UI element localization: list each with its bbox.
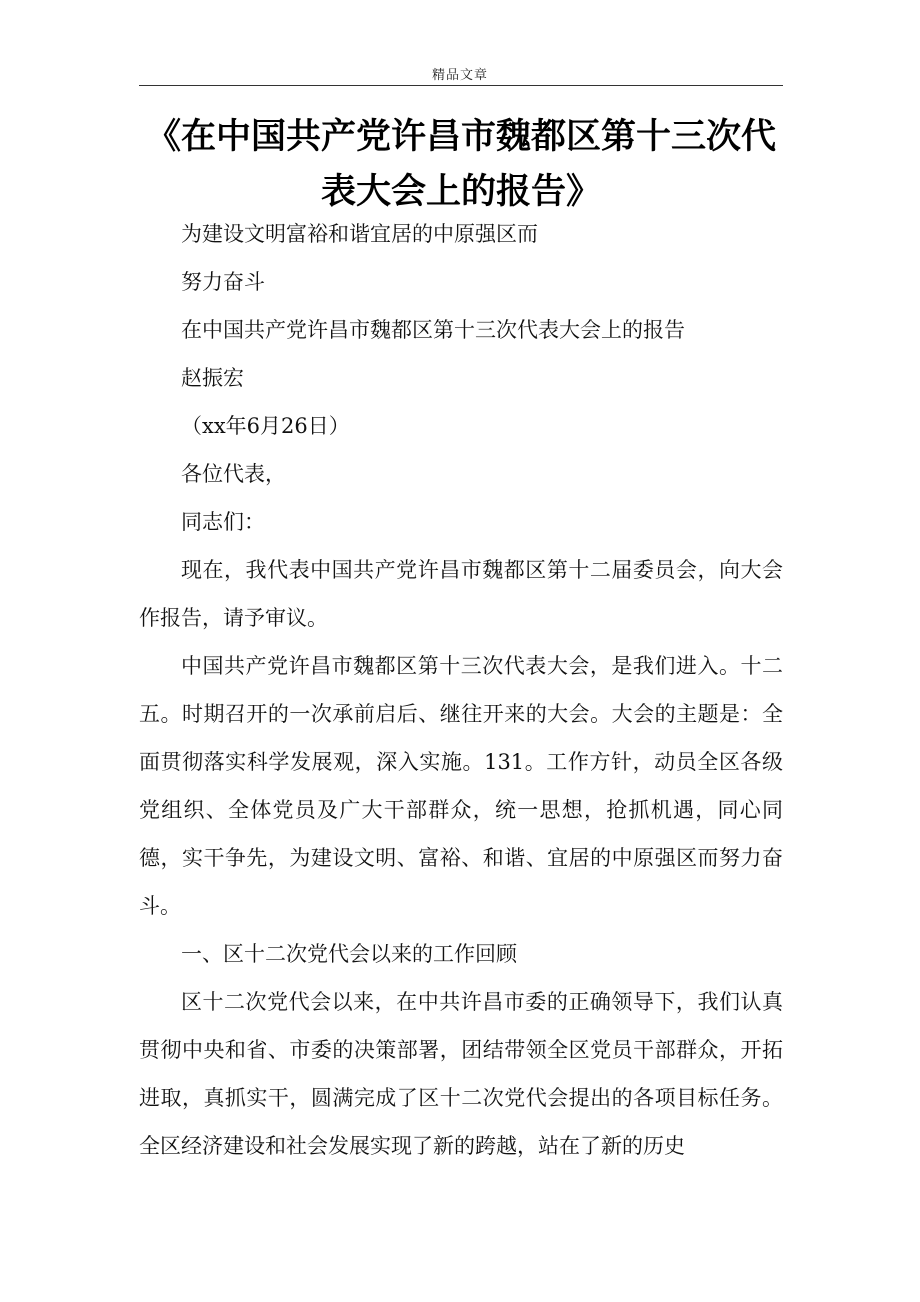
paragraph-congress-theme: 中国共产党许昌市魏都区第十三次代表大会，是我们进入。十二五。时期召开的一次承前启后、继往开来的大会。大会的主题是：全面贯彻落实科学发展观，深入实施。131。工作方针，动员全区各级党组织、全体党员及广大干部群众，统一思想，抢抓机遇，同心同德，实干争先，为建设文明、富裕、和谐、宜居的中原强区而努力奋斗。 [139,654,783,918]
salutation-comrades: 同志们： [181,510,265,534]
subtitle-line-1: 为建设文明富裕和谐宜居的中原强区而 [181,222,538,246]
report-heading: 在中国共产党许昌市魏都区第十三次代表大会上的报告 [181,318,685,342]
paragraph-intro: 现在，我代表中国共产党许昌市魏都区第十二届委员会，向大会作报告，请予审议。 [139,558,783,630]
paragraph-review: 区十二次党代会以来，在中共许昌市委的正确领导下，我们认真贯彻中央和省、市委的决策部署，团结带领全区党员干部群众，开拓进取，真抓实干，圆满完成了区十二次党代会提出的各项目标任务。全区经济建设和社会发展实现了新的跨越，站在了新的历史 [139,990,783,1158]
section-heading-review: 一、区十二次党代会以来的工作回顾 [181,942,517,966]
page-header-label: 精品文章 [431,68,488,83]
document-body [139,210,783,1170]
report-date: （xx年6月26日） [181,414,350,438]
subtitle-line-2: 努力奋斗 [181,270,265,294]
header-divider [139,85,783,86]
salutation-delegates: 各位代表， [181,462,286,486]
document-title: 《在中国共产党许昌市魏都区第十三次代表大会上的报告》 [145,117,776,212]
author-name: 赵振宏 [181,366,244,390]
